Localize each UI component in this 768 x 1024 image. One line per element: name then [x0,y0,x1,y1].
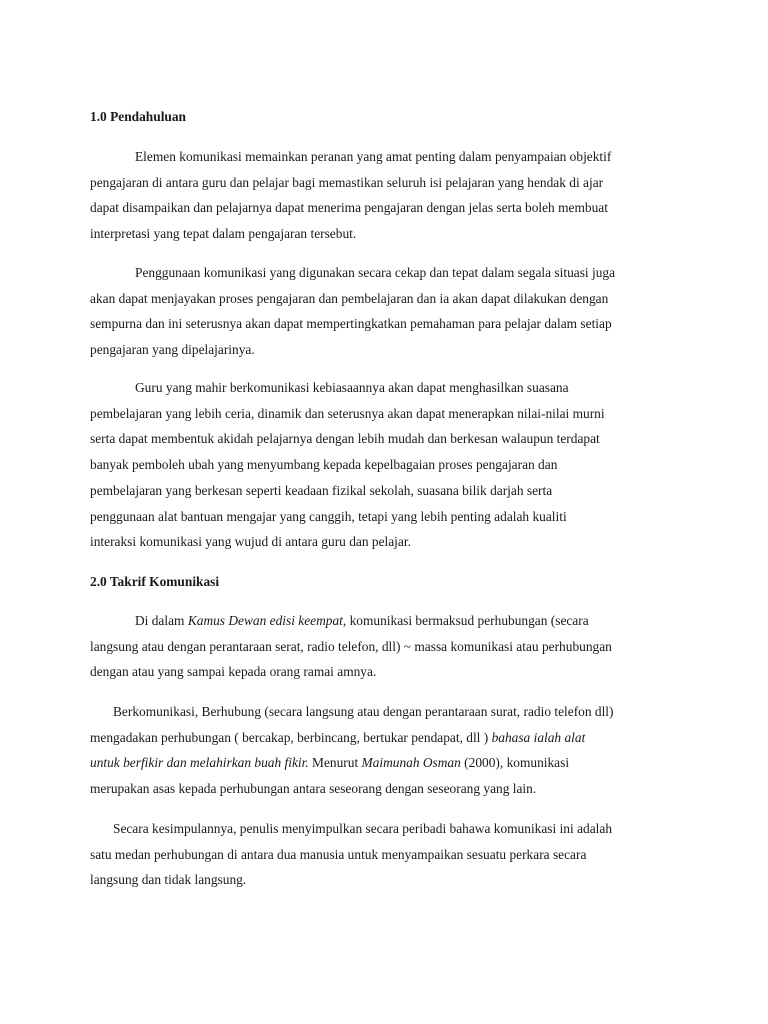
paragraph-4 [90,608,690,685]
paragraph-line: penggunaan alat bantuan mengajar yang canggih, tetapi yang lebih penting adalah kualiti [90,508,567,524]
paragraph-line: Secara kesimpulannya, penulis menyimpulkan secara peribadi bahawa komunikasi ini adalah [113,821,613,836]
heading-pendahuluan: 1.0 Pendahuluan [90,109,187,124]
paragraph-5 [90,699,690,802]
italic-author: Maimunah Osman [361,755,461,771]
paragraph-line: pengajaran yang dipelajarinya. [90,342,255,358]
paragraph-line: merupakan asas kepada perhubungan antara seseorang dengan seseorang yang lain. [90,781,537,797]
text-run: , komunikasi bermaksud perhubungan (secara [342,613,589,628]
paragraph-line: pembelajaran yang berkesan seperti keadaan fizikal sekolah, suasana bilik darjah serta [90,482,553,498]
paragraph-line: interaksi komunikasi yang wujud di antara guru dan pelajar. [90,534,411,550]
paragraph-line: pembelajaran yang lebih ceria, dinamik dan seterusnya akan dapat menerapkan nilai-nilai murni [90,405,605,421]
paragraph-line: interpretasi yang tepat dalam pengajaran tersebut. [90,226,357,242]
paragraph-line: satu medan perhubungan di antara dua manusia untuk menyampaikan sesuatu perkara secara [90,846,587,862]
paragraph-1 [90,144,690,247]
text-run: Menurut [308,755,362,771]
paragraph-6 [90,816,690,893]
paragraph-line: akan dapat menjayakan proses pengajaran dan pembelajaran dan ia akan dapat dilakukan dengan [90,290,609,306]
paragraph-line [90,750,690,776]
paragraph-line: Elemen komunikasi memainkan peranan yang amat penting dalam penyampaian objektif [135,149,612,164]
paragraph-line: Penggunaan komunikasi yang digunakan secara cekap dan tepat dalam segala situasi juga [135,265,616,280]
text-run: mengadakan perhubungan ( bercakap, berbincang, bertukar pendapat, dll ) [90,729,492,745]
paragraph-line [90,608,690,634]
paragraph-line: langsung atau dengan perantaraan serat, radio telefon, dll) ~ massa komunikasi atau perhubungan [90,638,612,654]
paragraph-line: sempurna dan ini seterusnya akan dapat mempertingkatkan pemahaman para pelajar dalam setiap [90,316,612,332]
paragraph-line: dapat disampaikan dan pelajarnya dapat menerima pengajaran dengan jelas serta boleh membuat [90,200,608,216]
paragraph-line [90,725,690,751]
paragraph-line: dengan atau yang sampai kepada orang ramai amnya. [90,664,377,680]
paragraph-line: Berkomunikasi, Berhubung (secara langsung atau dengan perantaraan surat, radio telefon dll) [113,704,614,719]
paragraph-line: banyak pemboleh ubah yang menyumbang kepada kepelbagaian proses pengajaran dan [90,457,558,473]
italic-quote: bahasa ialah alat [491,729,586,745]
paragraph-line: serta dapat membentuk akidah pelajarnya dengan lebih mudah dan berkesan walaupun terdapat [90,431,600,447]
text-run: (2000), komunikasi [460,755,570,771]
paragraph-line: Guru yang mahir berkomunikasi kebiasaannya akan dapat menghasilkan suasana [135,380,569,395]
italic-quote: untuk berfikir dan melahirkan buah fikir. [90,755,309,771]
paragraph-3 [90,375,690,555]
heading-takrif-komunikasi: 2.0 Takrif Komunikasi [90,574,220,589]
paragraph-line: langsung dan tidak langsung. [90,872,247,888]
italic-reference: Kamus Dewan edisi keempat [187,613,343,628]
text-run: Di dalam [135,613,188,628]
paragraph-line: pengajaran di antara guru dan pelajar bagi memastikan seluruh isi pelajaran yang hendak di ajar [90,174,604,190]
paragraph-2 [90,260,690,363]
